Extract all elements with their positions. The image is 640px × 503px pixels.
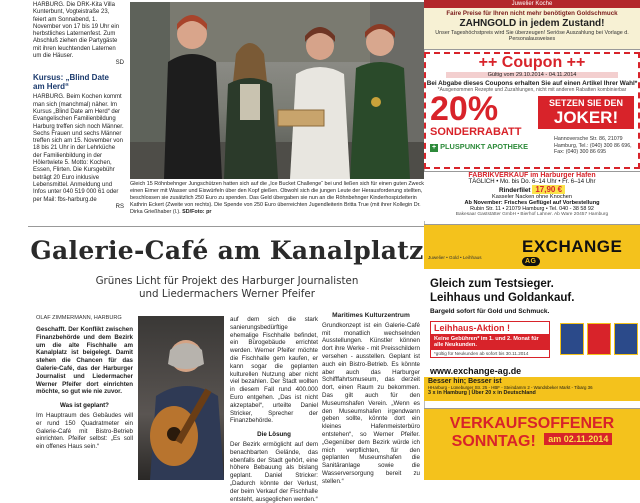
coupon-conditions: *Ausgenommen Rezepte und Zuzahlungen, nicht mit anderen Rabatten kombinierbar	[437, 87, 627, 93]
kita-notice-signature: SD	[115, 60, 124, 67]
leihhaus-box: Leihhaus-Aktion ! Keine Gebühren* im 1. und 2. Monat für alle Neukunden. *gültig für Neukunden ab sofort bis 30.11.2014	[430, 321, 550, 358]
photo-caption: Gleich 15 Röhnbehnger Jungschützen hatten sich auf die „Ice Bucket Challenge“ bei und ließen sich für einen guten Zweck einen Eimer mit Wasser und Eiswürfeln über den Kopf gießen. Obwohl sich die jungen Leute der Herausforderung stellten, beschlossen sie zusätzlich 250 Euro zu spenden. Das Geld übergaben sie nun an die Röhnbehnger Kinderhospizleiterin Kathrin Eckert (Zweite von rechts). Die Spende von 250 Euro überreichten Jugendleiterin Britta True (mit ihrer Kollegin Dr. Dirka Grießhaber (l.). SD/Foto: pr	[130, 181, 424, 215]
coupon-title: ++ Coupon ++	[478, 54, 586, 71]
exchange-subline: Bargeld sofort für Gold und Schmuck.	[430, 308, 550, 315]
gold-ad-small: Unser Tageshöchstpreis wird Sie überzeugen! Seriöse Auszahlung bei Vorlage d. Personalausweises	[435, 30, 629, 42]
discount-percent: 20%	[430, 90, 499, 128]
cooking-course-text: HARBURG. Beim Kochen kommt man sich (manchmal) näher. Im Kursus „Blind Date am Herd“ der Evangelischen Familienbildung Harburg treffen sich noch Männer. Sechs Frauen und sechs Männer treffen sich am 15. November von 18 bis 21 Uhr in der Lehrküche der Familienbildung in der Hölertwiete 5. Motto: Kochen, Essen, Flirten. Die Kursgebühr beträgt 20 Euro inklusive Lebensmittel. Anmeldung und Infos unter 040 519 000 61 oder per Mail: fbs-harburg.de	[33, 94, 124, 203]
exchange-footer: Besser hin; Besser ist HHarburg - Lüneburger Str. 25 - HBF - Steindamm 2 - Wandsbeker Markt - Tibarg 36 3 x in Hamburg | Über 20 x in Deutschland	[424, 377, 640, 401]
exchange-logo: EXCHANGE AG	[522, 237, 623, 265]
test-seals	[560, 323, 638, 355]
section-divider	[28, 226, 424, 227]
fabrikverkauf-offer: Rinderfilet 17,90 €	[424, 185, 640, 194]
pharmacy-name: + PLUSPUNKT APOTHEKE	[431, 142, 529, 151]
group-photo	[130, 2, 424, 179]
exchange-logo-banner	[424, 225, 640, 269]
fabrikverkauf-title: FABRIKVERKAUF im Harburger Hafen	[468, 172, 596, 179]
article-byline: OLAF ZIMMERMANN, HARBURG	[36, 315, 122, 321]
cooking-course-signature: RS	[115, 203, 124, 210]
exchange-headline-2: Leihhaus und Goldankauf.	[430, 292, 575, 304]
cooking-course-heading: Kursus: „Blind Date am Herd“	[33, 73, 110, 92]
article-column-2: auf dem sich die stark sanierungsbedürftige ehemalige Fischhalle befindet, ein Bürogebäude errichtet werden. Werner Pfeifer möchte die Fischhalle gern kaufen, er kann sogar die geplanten kulturellen Nutzung aber nicht viel bezahlen. Der Stadt wollten in diesem Fall rund 400.000 Euro entgehen. „Das ist nicht akzeptabel“, urteilte Daniel Stricker, Sprecher der Finanzbehörde. Die Lösung Der Bezirk ermöglicht auf dem benachbarten Gelände, das ebenfalls der Stadt gehört, eine höhere Bebauung als bislang geplant. Daniel Stricker: „Dadurch könnte der Verlust, der beim Verkauf der Fischhalle entsteht, ausgeglichen werden.“	[230, 316, 318, 503]
gold-ad-headline: ZAHNGOLD in jedem Zustand!	[459, 18, 605, 29]
pharmacy-address: Hannoversche Str. 86, 21079 Hamburg, Tel.: (040) 300 86 696, Fax: (040) 300 86 695	[554, 136, 632, 155]
article-headline: Galerie-Café am Kanalplatz	[30, 236, 424, 265]
joker-box: SETZEN SIE DEN JOKER!	[538, 96, 634, 129]
article-subline: Grünes Licht für Projekt des Harburger Journalisten und Liedermachers Werner Pfeifer	[95, 275, 359, 300]
test-seal-icon	[587, 323, 611, 355]
verkaufsoffener-ad	[424, 408, 640, 480]
left-news-column	[0, 0, 128, 225]
verkaufsoffener-title: VERKAUFSOFFENER	[449, 415, 615, 432]
fabrikverkauf-company: Bakesaar Gaststätter GmbH • Bierhof Lahner. Ab Ware 20457 Hamburg	[455, 212, 609, 217]
exchange-tagline: Juwelier • Gold • Leihhaus	[428, 255, 482, 260]
gold-ad-line: Faire Preise für Ihren nicht mehr benötigten Goldschmuck	[446, 10, 618, 17]
discount-label: SONDERRABATT	[430, 126, 522, 138]
exchange-url[interactable]: www.exchange-ag.de	[430, 366, 522, 376]
musician-photo-illustration	[138, 316, 224, 480]
test-seal-icon	[614, 323, 638, 355]
fabrikverkauf-ad	[424, 171, 640, 221]
article-column-3: Maritimes Kulturzentrum Grundkonzept ist ein Galerie-Café mit monatlich wechselnden Ausstellungen. Künstler können dort ihre Werke - mit Preisschildern versehen - ausstellen. Geplant ist auch ein Bistro-Betrieb. Es könnte aber auch das Harburger Schifffahrtsmuseum, das derzeit dort, einen Raum zu bekommen. Das gilt auch für den Museumshafen Verein. „Wenn es den Museumshafen irgendwann geben sollte, könnte dort ein kleines Hafenmeisterbüro entstehen“, so Werner Pfeifer. „Gegenüber dem Bezirk würde ich mich verpflichten, für den geplanten Museumshafen die Sanitäranlage sowie die Wasserversorgung bereit zu stellen.“	[322, 312, 420, 485]
musician-photo	[138, 316, 224, 480]
verkaufsoffener-sonntag: SONNTAG!	[451, 433, 536, 450]
fabrikverkauf-address: Rubin Str. 11 • 21079 Hamburg • Tel. 040 - 38 58 92	[470, 206, 594, 212]
gold-ad-header: Juwelier Koche	[424, 0, 640, 8]
group-photo-illustration	[130, 2, 424, 179]
kita-notice: HARBURG. Die DRK-Kita Villa Kunterbunt, Vogteistraße 23, feiert am Sonnabend, 1. November von 17 bis 19 Uhr ein herbstliches Laternenfest. Zum Abschluß ziehen die Partygäste mit ihren leuchtenden Laternen um die Häuser.	[33, 2, 120, 60]
verkaufsoffener-date: am 02.11.2014	[544, 433, 612, 445]
coupon-text: Bei Abgabe dieses Coupons erhalten Sie auf einen Artikel Ihrer Wahl*	[426, 80, 638, 87]
fabrikverkauf-hours: TÄGLICH • Mo. bis Do. 6–14 Uhr • Fr. 6–14 Uhr	[468, 179, 596, 185]
fabrikverkauf-item2: Kasseler Nacken ohne Knochen	[492, 194, 572, 200]
exchange-ad	[424, 224, 640, 400]
coupon-valid: Gültig vom 29.10.2014 - 04.11.2014	[446, 72, 618, 78]
coupon-ad	[424, 52, 640, 169]
article-column-1: Geschafft. Der Konflikt zwischen Finanzbehörde und dem Bezirk um die alte Fischhalle am Kanalplatz ist beigelegt. Damit stehen die Chancen für das Galerie-Café, das der Harburger Journalist und Liedermacher Werner Pfeifer dort einrichten möchte, so gut wie nie zuvor. Was ist geplant? Im Hauptraum des Gebäudes will er rund 150 Quadratmeter ein Galerie-Café mit Bistro-Betrieb einrichten. Pfeifer selbst: „Es soll ein offenes Haus sein.“	[36, 326, 133, 451]
fabrikverkauf-note: Ab November: Frisches Geflügel auf Vorbestellung	[464, 200, 600, 206]
test-seal-icon	[560, 323, 584, 355]
gold-ad	[424, 0, 640, 50]
exchange-headline-1: Gleich zum Testsieger.	[430, 278, 554, 290]
